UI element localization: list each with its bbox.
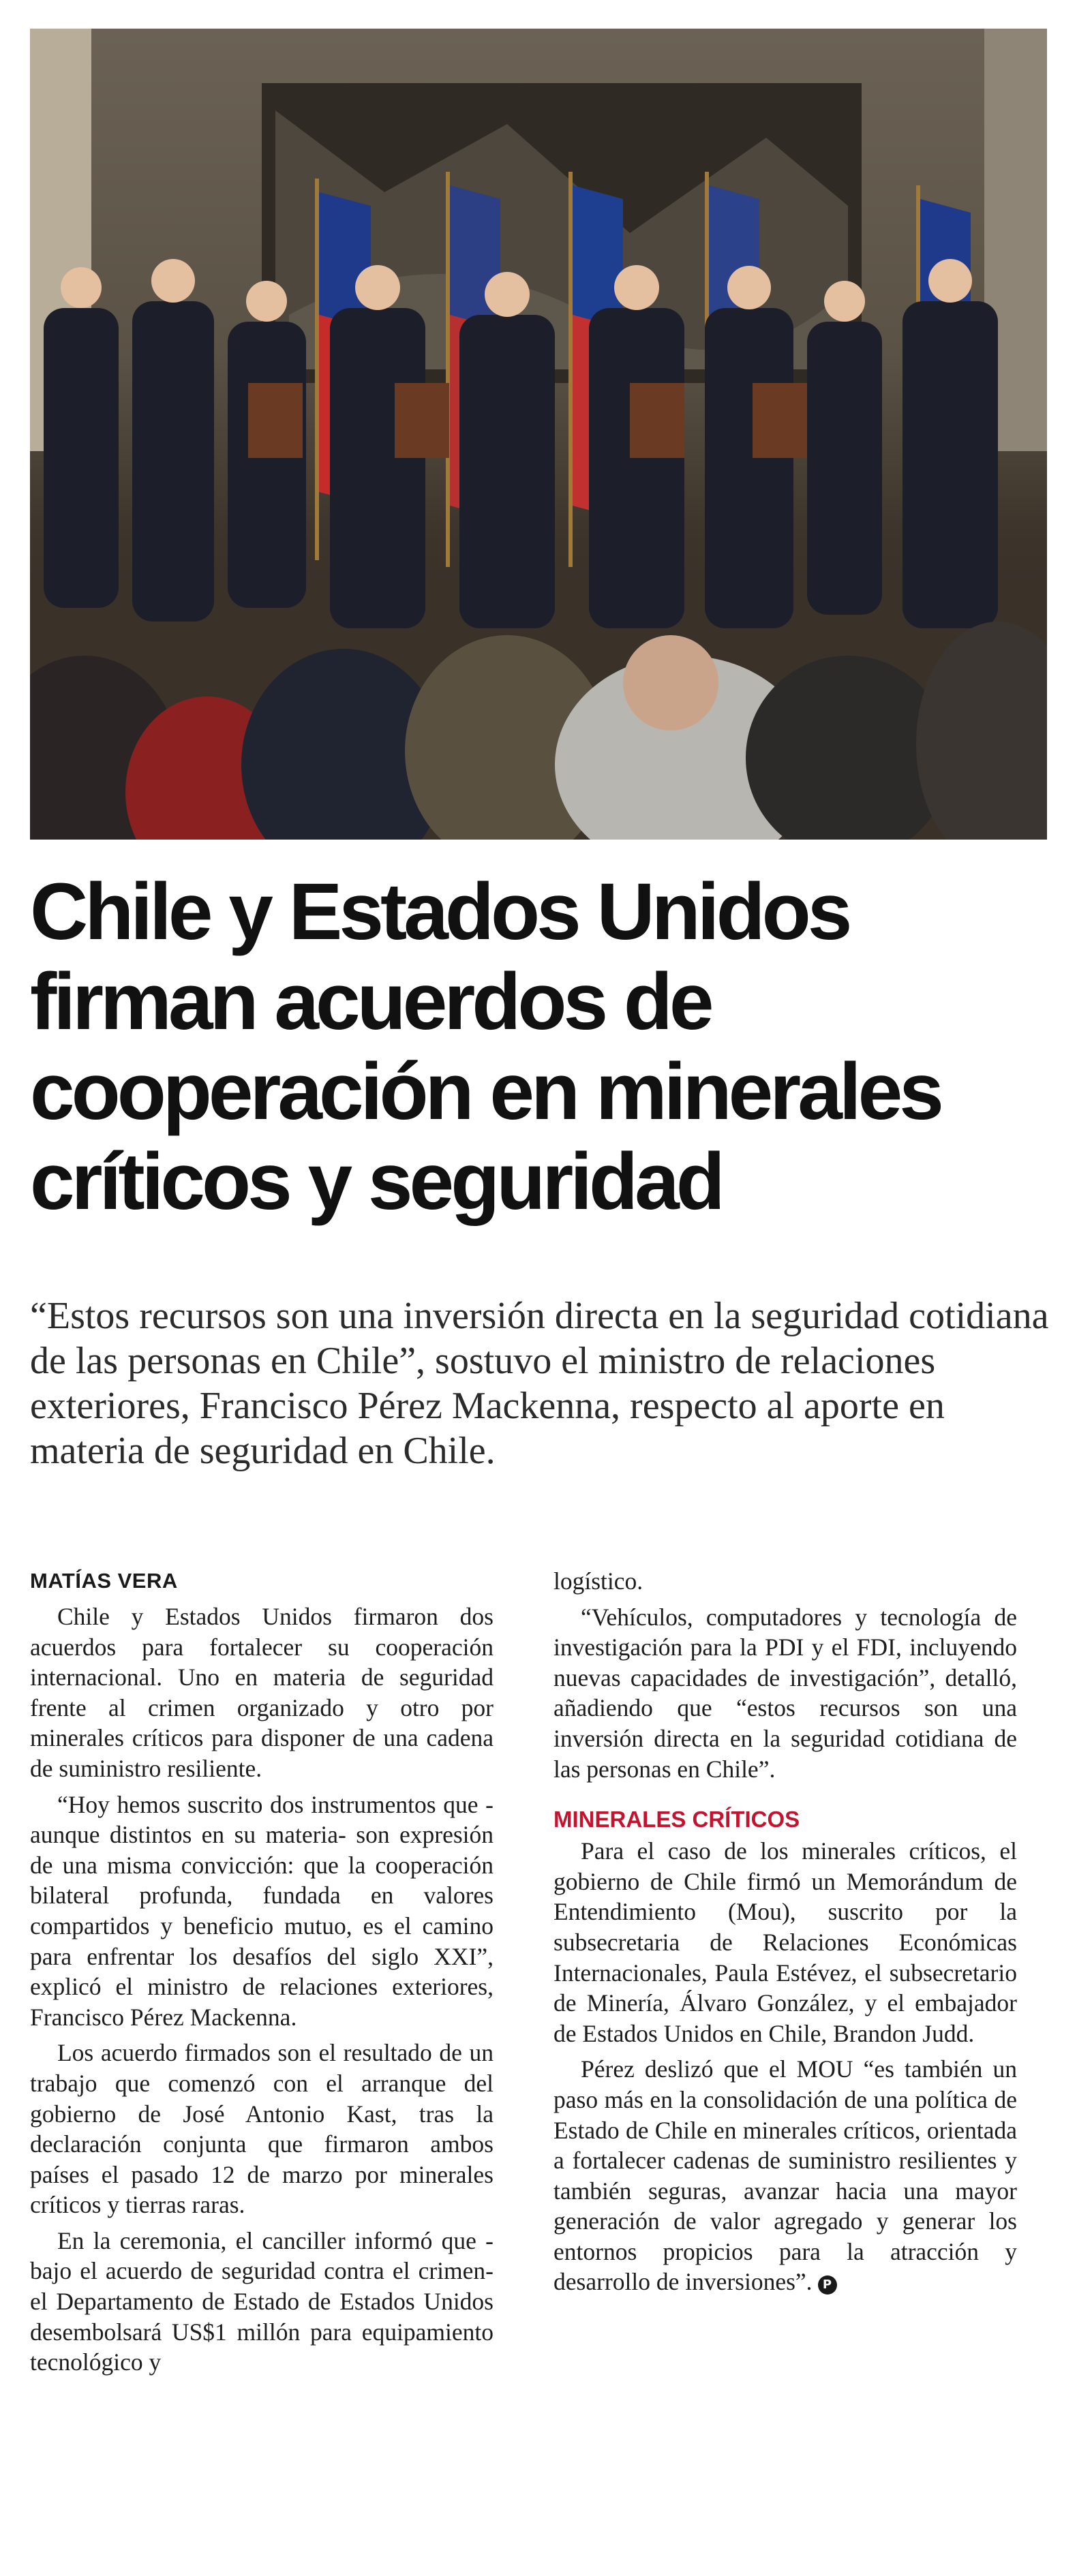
section-subhead: MINERALES CRÍTICOS xyxy=(553,1807,800,1833)
body-paragraph-text: Pérez deslizó que el MOU “es también un paso más en la consolidación de una política de Estado de Chile en minerales críticos, orientada a fortalecer cadenas de suministro resilientes y también seguras, avanzar hacia una mayor generación de valor agregado y generar los entornos propicios para la atracción y desarrollo de inversiones”. xyxy=(553,2055,1017,2296)
byline: MATÍAS VERA xyxy=(30,1569,178,1593)
body-paragraph: Los acuerdo firmados son el resultado de un trabajo que comenzó con el arranque del gobierno de José Antonio Kast, tras la declaración conjunta que firmaron ambos países el pasado 12 de marzo por minerales críticos y tierras raras. xyxy=(30,2039,494,2219)
end-mark-icon: P xyxy=(818,2275,837,2295)
headline-line: firman acuerdos de xyxy=(30,957,711,1047)
headline-line: críticos y seguridad xyxy=(30,1137,722,1227)
article-column-left xyxy=(30,1566,494,2378)
body-paragraph: En la ceremonia, el canciller informó que -bajo el acuerdo de seguridad contra el crimen- el Departamento de Estado de Estados Unidos desembolsará US$1 millón para equipamiento tecnológico y xyxy=(30,2226,494,2376)
body-paragraph-last xyxy=(553,2054,1017,2297)
body-paragraph: “Hoy hemos suscrito dos instrumentos que -aunque distintos en su materia- son expresión de una misma convicción: que la cooperación bilateral profunda, fundada en valores compartidos y beneficio mutuo, es el camino para enfrentar los desafíos del siglo XXI”, explicó el ministro de relaciones exteriores, Francisco Pérez Mackenna. xyxy=(30,1790,494,2031)
article-column-right xyxy=(553,1566,1017,2297)
deck-quote: “Estos recursos son una inversión directa en la seguridad cotidiana de las personas en Chile”, sostuvo el ministro de relaciones exteriores, Francisco Pérez Mackenna, respecto al aporte en materia de seguridad en Chile. xyxy=(30,1295,1049,1472)
body-paragraph: “Vehículos, computadores y tecnología de investigación para la PDI y el FDI, incluyendo nuevas capacidades de investigación”, detalló, añadiendo que “estos recursos son una inversión directa en la seguridad cotidiana de las personas en Chile”. xyxy=(553,1603,1017,1783)
photo-signing-ceremony xyxy=(30,29,1047,840)
headline-line: Chile y Estados Unidos xyxy=(30,867,849,957)
headline-line: cooperación en minerales xyxy=(30,1047,941,1137)
headline xyxy=(30,867,1052,1227)
article-photo xyxy=(30,29,1047,840)
body-paragraph: Chile y Estados Unidos firmaron dos acuerdos para fortalecer su cooperación internacional. Uno en materia de seguridad frente al crimen organizado y otro por minerales críticos para disponer de una cadena de suministro resiliente. xyxy=(30,1603,494,1782)
body-paragraph-continuation: logístico. xyxy=(553,1567,643,1595)
body-paragraph: Para el caso de los minerales críticos, el gobierno de Chile firmó un Memorándum de Entendimiento (Mou), suscrito por la subsecretaria de Relaciones Económicas Internacionales, Paula Estévez, el subsecretario de Minería, Álvaro González, y el embajador de Estados Unidos en Chile, Brandon Judd. xyxy=(553,1837,1017,2047)
